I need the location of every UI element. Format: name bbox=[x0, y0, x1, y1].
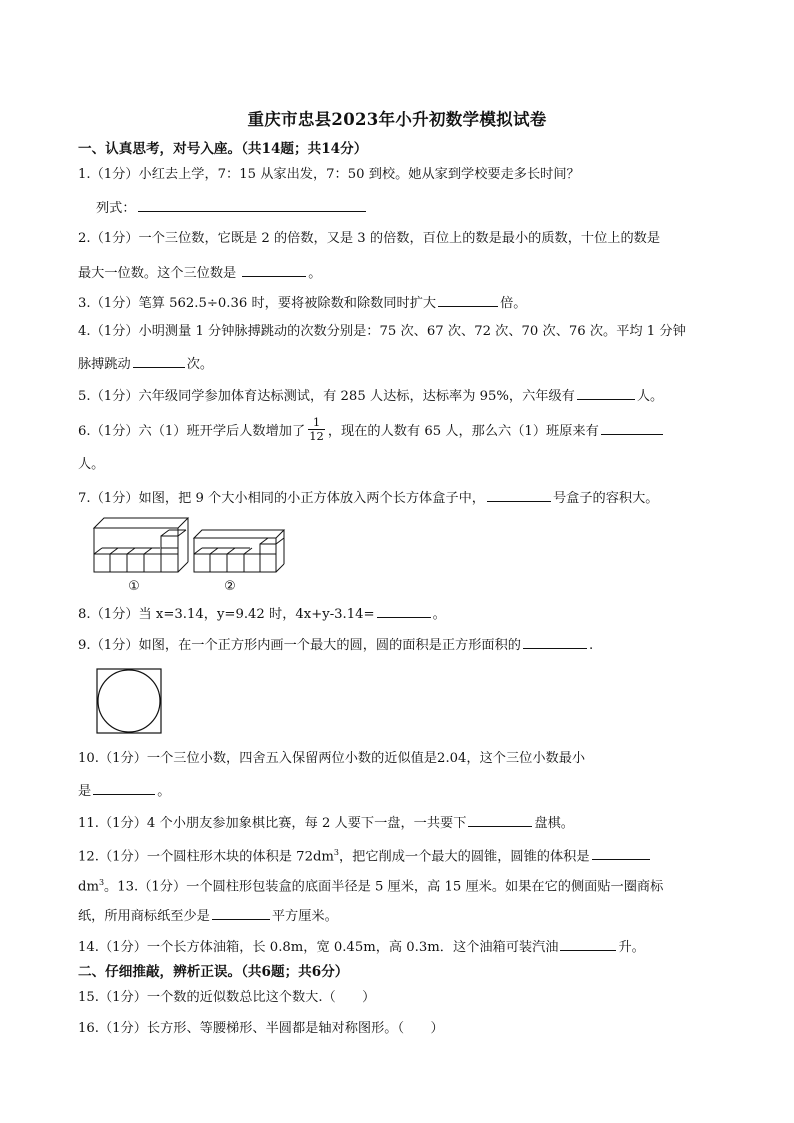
answer-blank-10[interactable] bbox=[93, 780, 155, 795]
question-11 bbox=[78, 812, 574, 833]
fraction-denominator: 12 bbox=[309, 429, 324, 443]
question-4-text: 脉搏跳动 bbox=[78, 357, 131, 372]
question-13 bbox=[78, 874, 663, 896]
box-1-label: ① bbox=[128, 579, 140, 594]
question-1-formula-row bbox=[96, 197, 368, 218]
question-14-text: 14.（1分）一个长方体油箱，长 0.8m，宽 0.45m，高 0.3m．这个油箱可装汽油 bbox=[78, 940, 559, 955]
question-5-tail: 人。 bbox=[636, 389, 664, 404]
question-9-tail: . bbox=[588, 638, 594, 653]
answer-blank-14[interactable] bbox=[560, 936, 616, 951]
question-13-line-2 bbox=[78, 905, 338, 926]
answer-blank-7[interactable] bbox=[487, 487, 551, 502]
question-8-text: 8.（1分）当 x=3.14，y=9.42 时，4x+y-3.14= bbox=[78, 607, 375, 622]
question-9-text: 9.（1分）如图，在一个正方形内画一个最大的圆，圆的面积是正方形面积的 bbox=[78, 638, 521, 653]
answer-blank-2[interactable] bbox=[242, 262, 306, 277]
question-3 bbox=[78, 292, 526, 313]
answer-blank-9[interactable] bbox=[523, 634, 587, 649]
answer-blank-3[interactable] bbox=[438, 292, 498, 307]
question-14-tail: 升。 bbox=[618, 940, 645, 955]
question-10-text: 是 bbox=[78, 784, 92, 799]
question-14 bbox=[78, 936, 645, 957]
answer-blank-6[interactable] bbox=[601, 420, 663, 435]
question-12-unit: dm bbox=[78, 879, 99, 895]
exponent: 3 bbox=[333, 848, 339, 857]
section-2-heading: 二、仔细推敲，辨析正误。（共6题；共6分） bbox=[78, 964, 349, 980]
fraction bbox=[308, 416, 325, 443]
question-12 bbox=[78, 844, 652, 866]
answer-blank-8[interactable] bbox=[377, 603, 431, 618]
question-10-line-1: 10.（1分）一个三位小数，四舍五入保留两位小数的近似值是2.04，这个三位小数最小 bbox=[78, 751, 586, 766]
box-1-diagram bbox=[94, 518, 188, 572]
answer-blank-1[interactable] bbox=[138, 197, 366, 212]
unit-exponent: 3 bbox=[98, 878, 105, 887]
question-6-line-2: 人。 bbox=[78, 457, 105, 472]
question-8-tail: 。 bbox=[432, 607, 446, 622]
question-4-line-1: 4.（1分）小明测量 1 分钟脉搏跳动的次数分别是：75 次、67 次、72 次、70 次、76 次。平均 1 分钟 bbox=[78, 324, 686, 339]
square-shape bbox=[97, 669, 161, 733]
question-4-line-2 bbox=[78, 353, 213, 374]
section-1-heading: 一、认真思考，对号入座。（共14题；共14分） bbox=[78, 141, 368, 157]
question-13-text-2: 纸，所用商标纸至少是 bbox=[78, 909, 210, 924]
answer-blank-13[interactable] bbox=[212, 905, 270, 920]
circle-shape bbox=[98, 670, 160, 732]
question-2-line-2 bbox=[78, 262, 321, 283]
box-2-diagram bbox=[194, 530, 284, 572]
question-7-tail: 号盒子的容积大。 bbox=[553, 491, 659, 506]
question-10-tail: 。 bbox=[157, 784, 171, 799]
question-11-tail: 盘棋。 bbox=[534, 816, 574, 831]
page-title: 重庆市忠县2023年小升初数学模拟试卷 bbox=[247, 110, 547, 129]
question-9 bbox=[78, 634, 593, 655]
answer-blank-11[interactable] bbox=[468, 812, 532, 827]
question-13-tail: 平方厘米。 bbox=[271, 909, 338, 924]
question-6 bbox=[78, 417, 665, 447]
question-3-tail: 倍。 bbox=[500, 296, 527, 311]
question-4-tail: 次。 bbox=[186, 357, 214, 372]
box-figure bbox=[90, 512, 290, 594]
box-2-label: ② bbox=[224, 579, 236, 594]
question-1 bbox=[78, 166, 580, 184]
question-12-unit-tail: 。 bbox=[104, 879, 118, 895]
formula-label: 列式： bbox=[96, 201, 136, 216]
question-12-text: 12.（1分）一个圆柱形木块的体积是 72dm bbox=[78, 849, 334, 865]
circle-in-square-figure bbox=[96, 668, 162, 734]
question-8 bbox=[78, 603, 446, 624]
fraction-numerator: 1 bbox=[308, 416, 325, 430]
question-11-text: 11.（1分）4 个小朋友参加象棋比赛，每 2 人要下一盘，一共要下 bbox=[78, 816, 467, 831]
question-12-text-2: ，把它削成一个最大的圆锥，圆锥的体积是 bbox=[339, 849, 590, 865]
question-10-line-2 bbox=[78, 780, 170, 801]
answer-blank-5[interactable] bbox=[577, 385, 635, 400]
question-5 bbox=[78, 385, 663, 406]
question-3-text: 3.（1分）笔算 562.5÷0.36 时，要将被除数和除数同时扩大 bbox=[78, 296, 437, 311]
question-7 bbox=[78, 487, 659, 508]
question-2-text: 最大一位数。这个三位数是 bbox=[78, 266, 237, 281]
answer-blank-12[interactable] bbox=[592, 845, 650, 860]
question-2-line-1: 2.（1分）一个三位数，它既是 2 的倍数，又是 3 的倍数，百位上的数是最小的质数，十位上的数是 bbox=[78, 231, 661, 246]
question-5-text: 5.（1分）六年级同学参加体育达标测试，有 285 人达标，达标率为 95%，六年级有 bbox=[78, 389, 575, 404]
question-1-text: 1.（1分）小红去上学，7：15 从家出发，7：50 到校。她从家到学校要走多长时间？ bbox=[78, 167, 580, 182]
question-6-text-2: ，现在的人数有 65 人，那么六（1）班原来有 bbox=[327, 424, 599, 439]
question-16: 16.（1分）长方形、等腰梯形、半圆都是轴对称图形。（ ） bbox=[78, 1021, 444, 1036]
question-2-tail: 。 bbox=[308, 266, 322, 281]
question-6-text: 6.（1分）六（1）班开学后人数增加了 bbox=[78, 424, 306, 439]
question-7-text: 7.（1分）如图，把 9 个大小相同的小正方体放入两个长方体盒子中， bbox=[78, 491, 485, 506]
answer-blank-4[interactable] bbox=[133, 353, 185, 368]
question-13-text: 13.（1分）一个圆柱形包装盒的底面半径是 5 厘米，高 15 厘米。如果在它的侧面贴一圈商标 bbox=[117, 879, 664, 895]
question-15: 15.（1分）一个数的近似数总比这个数大.（ ） bbox=[78, 990, 376, 1005]
